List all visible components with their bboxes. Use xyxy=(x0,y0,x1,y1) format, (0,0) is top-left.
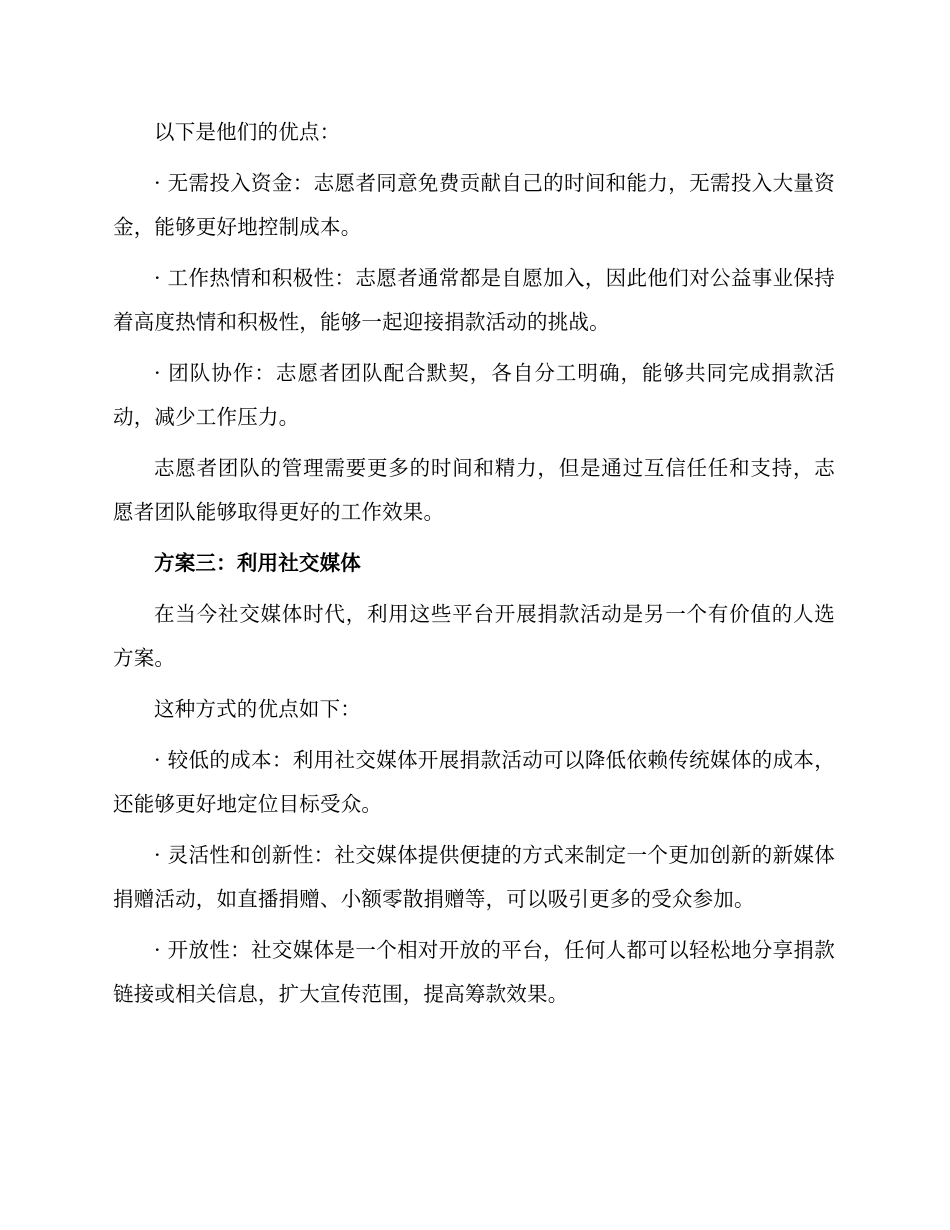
paragraph-advantages-intro: 以下是他们的优点： xyxy=(154,120,341,144)
bullet-no-funding: · 无需投入资金：志愿者同意免费贡献自己的时间和能力，无需投入大量资金，能够更好地控制成本。 xyxy=(113,171,835,239)
paragraph-volunteer-management: 志愿者团队的管理需要更多的时间和精力，但是通过互信任任和支持，志愿者团队能够取得更好的工作效果。 xyxy=(113,456,835,524)
document-body xyxy=(113,110,835,1016)
bullet-flexibility: · 灵活性和创新性：社交媒体提供便捷的方式来制定一个更加创新的新媒体捐赠活动，如直播捐赠、小额零散捐赠等，可以吸引更多的受众参加。 xyxy=(113,843,835,911)
section-heading-plan-three: 方案三：利用社交媒体 xyxy=(154,551,361,575)
paragraph-social-media-intro: 在当今社交媒体时代，利用这些平台开展捐款活动是另一个有价值的人选方案。 xyxy=(113,602,835,670)
bullet-enthusiasm: · 工作热情和积极性：志愿者通常都是自愿加入，因此他们对公益事业保持着高度热情和积极性，能够一起迎接捐款活动的挑战。 xyxy=(113,266,835,334)
bullet-low-cost: · 较低的成本：利用社交媒体开展捐款活动可以降低依赖传统媒体的成本，还能够更好地定位目标受众。 xyxy=(113,748,835,816)
paragraph-advantages-list-intro: 这种方式的优点如下： xyxy=(154,697,361,721)
bullet-teamwork: · 团队协作：志愿者团队配合默契，各自分工明确，能够共同完成捐款活动，减少工作压力。 xyxy=(113,361,835,429)
bullet-openness: · 开放性：社交媒体是一个相对开放的平台，任何人都可以轻松地分享捐款链接或相关信息，扩大宣传范围，提高筹款效果。 xyxy=(113,938,835,1006)
